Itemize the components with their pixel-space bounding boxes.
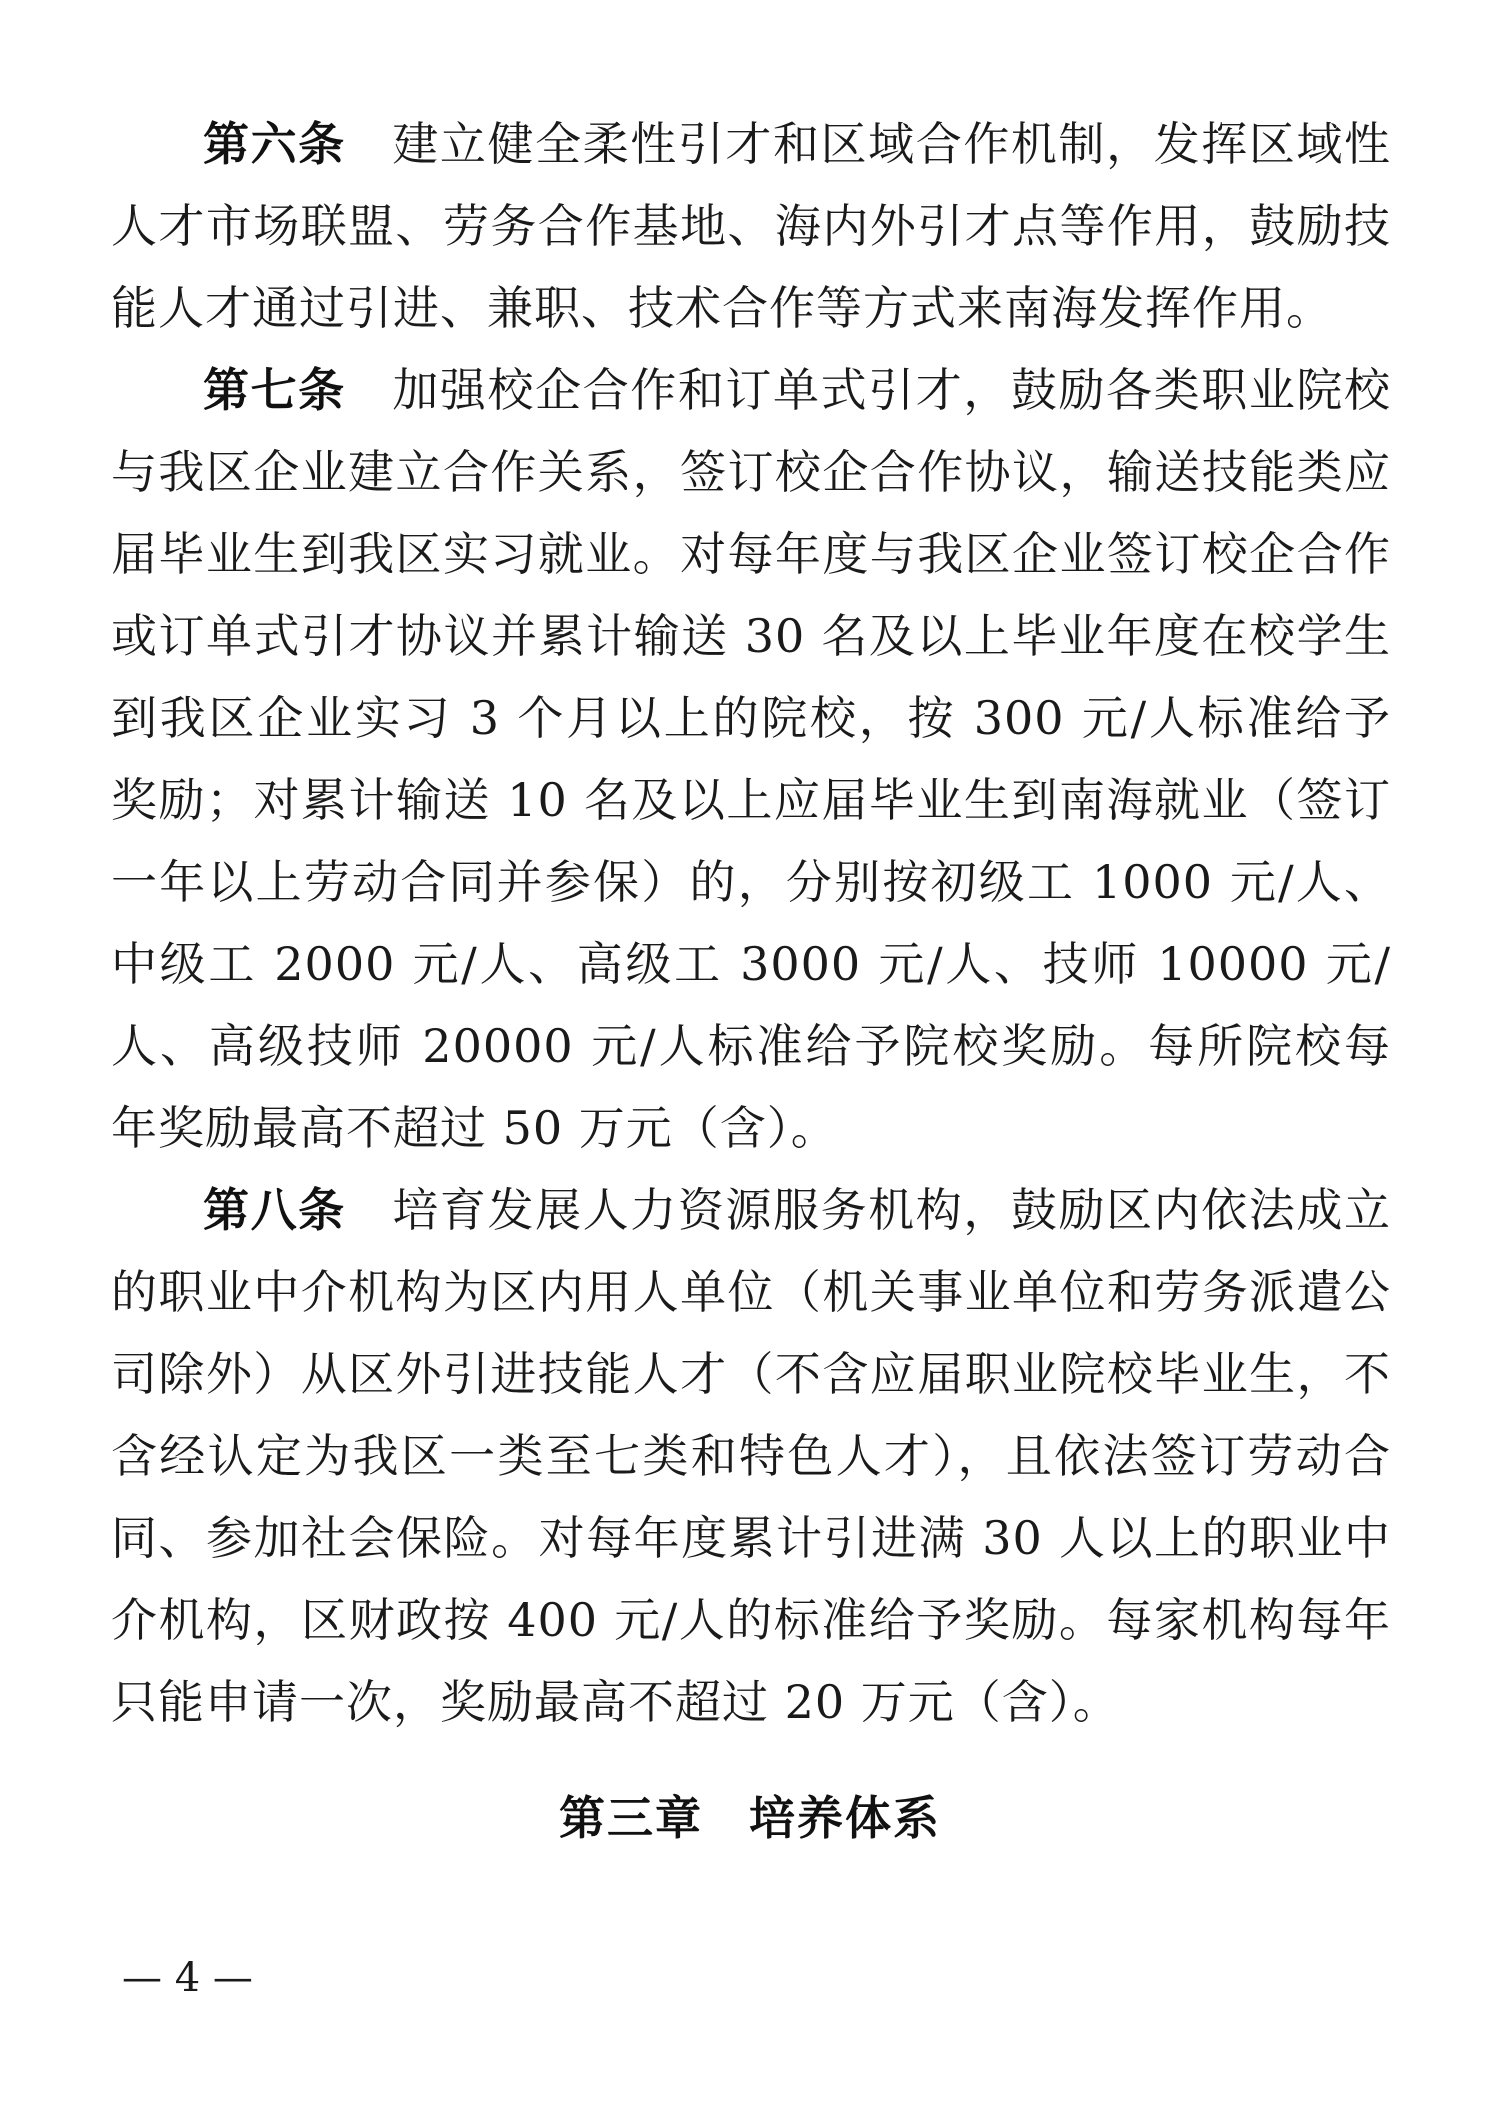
document-body [111, 103, 1391, 1743]
article-8 [111, 1169, 1391, 1743]
chapter-title: 培养体系 [749, 1791, 941, 1845]
article-7-text: 加强校企合作和订单式引才，鼓励各类职业院校与我区企业建立合作关系，签订校企合作协议，输送技能类应届毕业生到我区实习就业。对每年度与我区企业签订校企合作或订单式引才协议并累计输送 30 名及以上毕业年度在校学生到我区企业实习 3 个月以上的院校，按 300 元/人标准给予奖励；对累计输送 10 名及以上应届毕业生到南海就业（签订一年以上劳动合同并参保）的，分别按初级工 1000 元/人、中级工 2000 元/人、高级工 3000 元/人、技师 10000 元/人、高级技师 20000 元/人标准给予院校奖励。每所院校每年奖励最高不超过 50 万元（含）。 [111, 363, 1391, 1155]
article-6-text: 建立健全柔性引才和区域合作机制，发挥区域性人才市场联盟、劳务合作基地、海内外引才点等作用，鼓励技能人才通过引进、兼职、技术合作等方式来南海发挥作用。 [111, 117, 1391, 335]
article-6 [111, 103, 1391, 349]
article-7 [111, 349, 1391, 1169]
chapter-heading [0, 1788, 1500, 1848]
article-6-label: 第六条 [203, 117, 346, 171]
article-8-text: 培育发展人力资源服务机构，鼓励区内依法成立的职业中介机构为区内用人单位（机关事业单位和劳务派遣公司除外）从区外引进技能人才（不含应届职业院校毕业生，不含经认定为我区一类至七类和特色人才），且依法签订劳动合同、参加社会保险。对每年度累计引进满 30 人以上的职业中介机构，区财政按 400 元/人的标准给予奖励。每家机构每年只能申请一次，奖励最高不超过 20 万元（含）。 [111, 1183, 1391, 1729]
page-number: — 4 — [122, 1955, 253, 2001]
article-7-label: 第七条 [203, 363, 346, 417]
article-8-label: 第八条 [203, 1183, 346, 1237]
chapter-number: 第三章 [559, 1791, 703, 1845]
